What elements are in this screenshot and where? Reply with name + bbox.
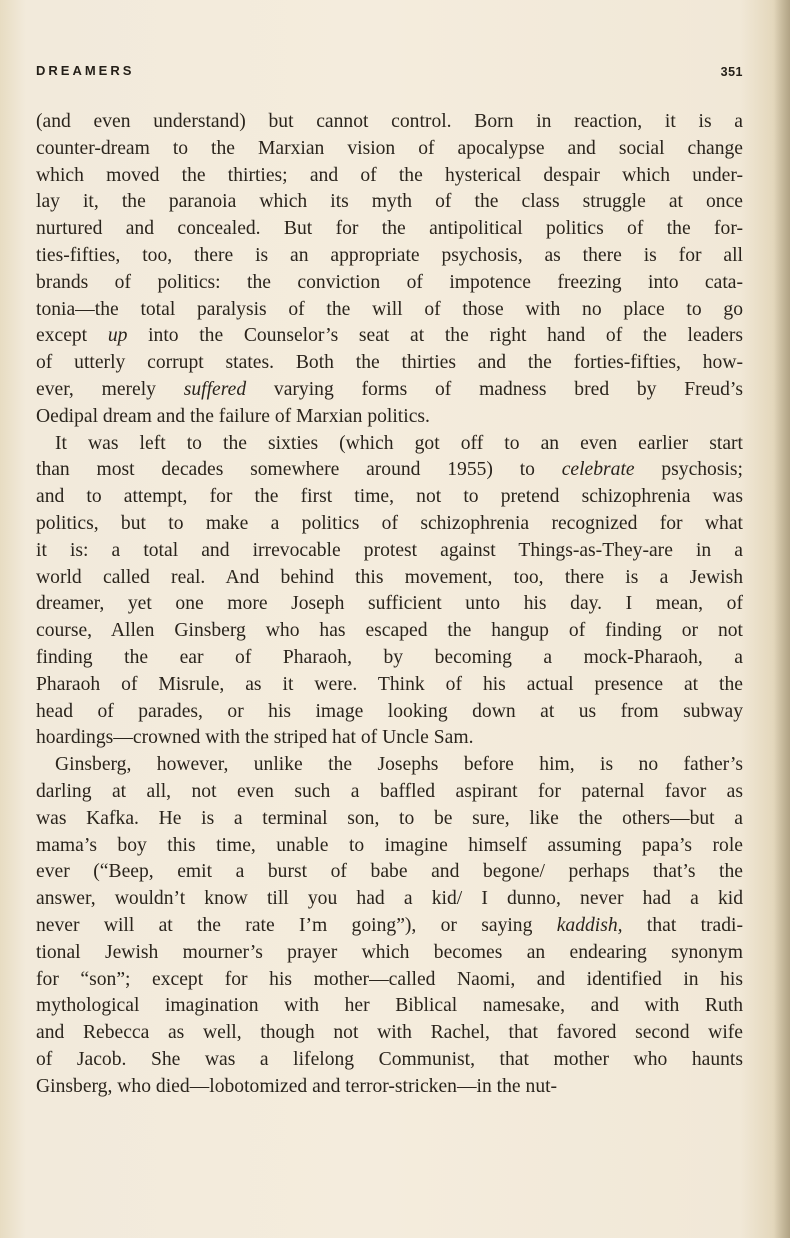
text-line bbox=[36, 672, 743, 699]
text-run: ties-fifties, too, there is an appropriate psychosis, as there is for all bbox=[36, 244, 743, 266]
text-run: finding the ear of Pharaoh, by becoming a mock-Pharaoh, a bbox=[36, 646, 743, 668]
text-line bbox=[36, 163, 743, 190]
italic-run: suffered bbox=[183, 378, 247, 400]
text-run: tional Jewish mourner’s prayer which becomes an endearing synonym bbox=[36, 941, 743, 963]
paragraph bbox=[36, 109, 743, 431]
page-edge-shadow bbox=[774, 0, 790, 1238]
text-run: dreamer, yet one more Joseph sufficient unto his day. I mean, of bbox=[36, 593, 743, 615]
text-run: world called real. And behind this movement, too, there is a Jewish bbox=[36, 566, 743, 588]
text-run: for “son”; except for his mother—called Naomi, and identified in his bbox=[36, 968, 743, 990]
text-run: and to attempt, for the first time, not to pretend schizophrenia was bbox=[36, 486, 743, 508]
text-line bbox=[36, 1074, 743, 1101]
italic-run: kaddish, bbox=[556, 914, 623, 936]
text-line bbox=[36, 404, 743, 431]
text-run: that tradi- bbox=[622, 914, 743, 936]
text-line bbox=[36, 538, 743, 565]
page-number: 351 bbox=[720, 65, 743, 79]
text-line bbox=[36, 725, 743, 752]
text-line bbox=[36, 350, 743, 377]
text-run: brands of politics: the conviction of impotence freezing into cata- bbox=[36, 271, 743, 293]
text-run: into the Counselor’s seat at the right hand of the leaders bbox=[127, 325, 743, 347]
text-run: head of parades, or his image looking down at us from subway bbox=[36, 700, 743, 722]
text-run: counter-dream to the Marxian vision of apocalypse and social change bbox=[36, 137, 743, 159]
text-run: course, Allen Ginsberg who has escaped the hangup of finding or not bbox=[36, 620, 743, 642]
text-run: nurtured and concealed. But for the antipolitical politics of the for- bbox=[36, 218, 743, 240]
text-run: than most decades somewhere around 1955) to bbox=[36, 459, 562, 481]
text-line bbox=[36, 511, 743, 538]
text-line bbox=[36, 243, 743, 270]
paragraph bbox=[36, 431, 743, 753]
text-run: Pharaoh of Misrule, as it were. Think of his actual presence at the bbox=[36, 673, 743, 695]
text-run: hoardings—crowned with the striped hat of Uncle Sam. bbox=[36, 727, 474, 749]
text-line bbox=[36, 752, 743, 779]
running-title: DREAMERS bbox=[36, 63, 135, 78]
text-line bbox=[36, 779, 743, 806]
text-run: mama’s boy this time, unable to imagine himself assuming papa’s role bbox=[36, 834, 743, 856]
text-line bbox=[36, 484, 743, 511]
text-run: never will at the rate I’m going”), or saying bbox=[36, 914, 557, 936]
italic-run: up bbox=[107, 325, 128, 347]
text-line bbox=[36, 457, 743, 484]
text-line bbox=[36, 323, 743, 350]
text-line bbox=[36, 565, 743, 592]
text-run: Ginsberg, however, unlike the Josephs before him, is no father’s bbox=[55, 754, 743, 776]
text-run: It was left to the sixties (which got off to an even earlier start bbox=[55, 432, 743, 454]
text-line bbox=[36, 806, 743, 833]
text-line bbox=[36, 1020, 743, 1047]
text-run: except bbox=[36, 325, 108, 347]
text-line bbox=[36, 270, 743, 297]
text-run: ever (“Beep, emit a burst of babe and begone/ perhaps that’s the bbox=[36, 861, 743, 883]
text-run: Oedipal dream and the failure of Marxian politics. bbox=[36, 405, 430, 427]
text-line bbox=[36, 699, 743, 726]
text-line bbox=[36, 377, 743, 404]
text-line bbox=[36, 833, 743, 860]
text-run: psychosis; bbox=[634, 459, 743, 481]
text-line bbox=[36, 886, 743, 913]
text-line bbox=[36, 431, 743, 458]
text-line bbox=[36, 618, 743, 645]
text-line bbox=[36, 189, 743, 216]
text-run: and Rebecca as well, though not with Rachel, that favored second wife bbox=[36, 1022, 743, 1044]
text-run: tonia—the total paralysis of the will of those with no place to go bbox=[36, 298, 743, 320]
paragraph bbox=[36, 752, 743, 1100]
body-text bbox=[36, 109, 743, 1100]
running-head bbox=[36, 63, 743, 83]
text-line bbox=[36, 1047, 743, 1074]
text-run: it is: a total and irrevocable protest against Things-as-They-are in a bbox=[36, 539, 743, 561]
italic-run: celebrate bbox=[561, 459, 635, 481]
text-run: ever, merely bbox=[36, 378, 184, 400]
text-run: was Kafka. He is a terminal son, to be sure, like the others—but a bbox=[36, 807, 743, 829]
text-run: Ginsberg, who died—lobotomized and terror-stricken—in the nut- bbox=[36, 1075, 558, 1097]
text-line bbox=[36, 216, 743, 243]
text-line bbox=[36, 967, 743, 994]
text-line bbox=[36, 591, 743, 618]
text-run: politics, but to make a politics of schizophrenia recognized for what bbox=[36, 512, 743, 534]
text-run: answer, wouldn’t know till you had a kid/ I dunno, never had a kid bbox=[36, 888, 743, 910]
text-line bbox=[36, 913, 743, 940]
text-line bbox=[36, 859, 743, 886]
text-line bbox=[36, 297, 743, 324]
text-run: mythological imagination with her Biblical namesake, and with Ruth bbox=[36, 995, 743, 1017]
text-run: which moved the thirties; and of the hysterical despair which under- bbox=[36, 164, 743, 186]
text-line bbox=[36, 645, 743, 672]
text-run: of Jacob. She was a lifelong Communist, that mother who haunts bbox=[36, 1048, 743, 1070]
text-line bbox=[36, 940, 743, 967]
text-run: varying forms of madness bred by Freud’s bbox=[246, 378, 743, 400]
text-run: lay it, the paranoia which its myth of the class struggle at once bbox=[36, 191, 743, 213]
text-line bbox=[36, 993, 743, 1020]
text-line bbox=[36, 136, 743, 163]
text-run: of utterly corrupt states. Both the thirties and the forties-fifties, how- bbox=[36, 352, 743, 374]
text-run: (and even understand) but cannot control. Born in reaction, it is a bbox=[36, 111, 743, 132]
text-run: darling at all, not even such a baffled aspirant for paternal favor as bbox=[36, 780, 743, 802]
text-line bbox=[36, 109, 743, 136]
